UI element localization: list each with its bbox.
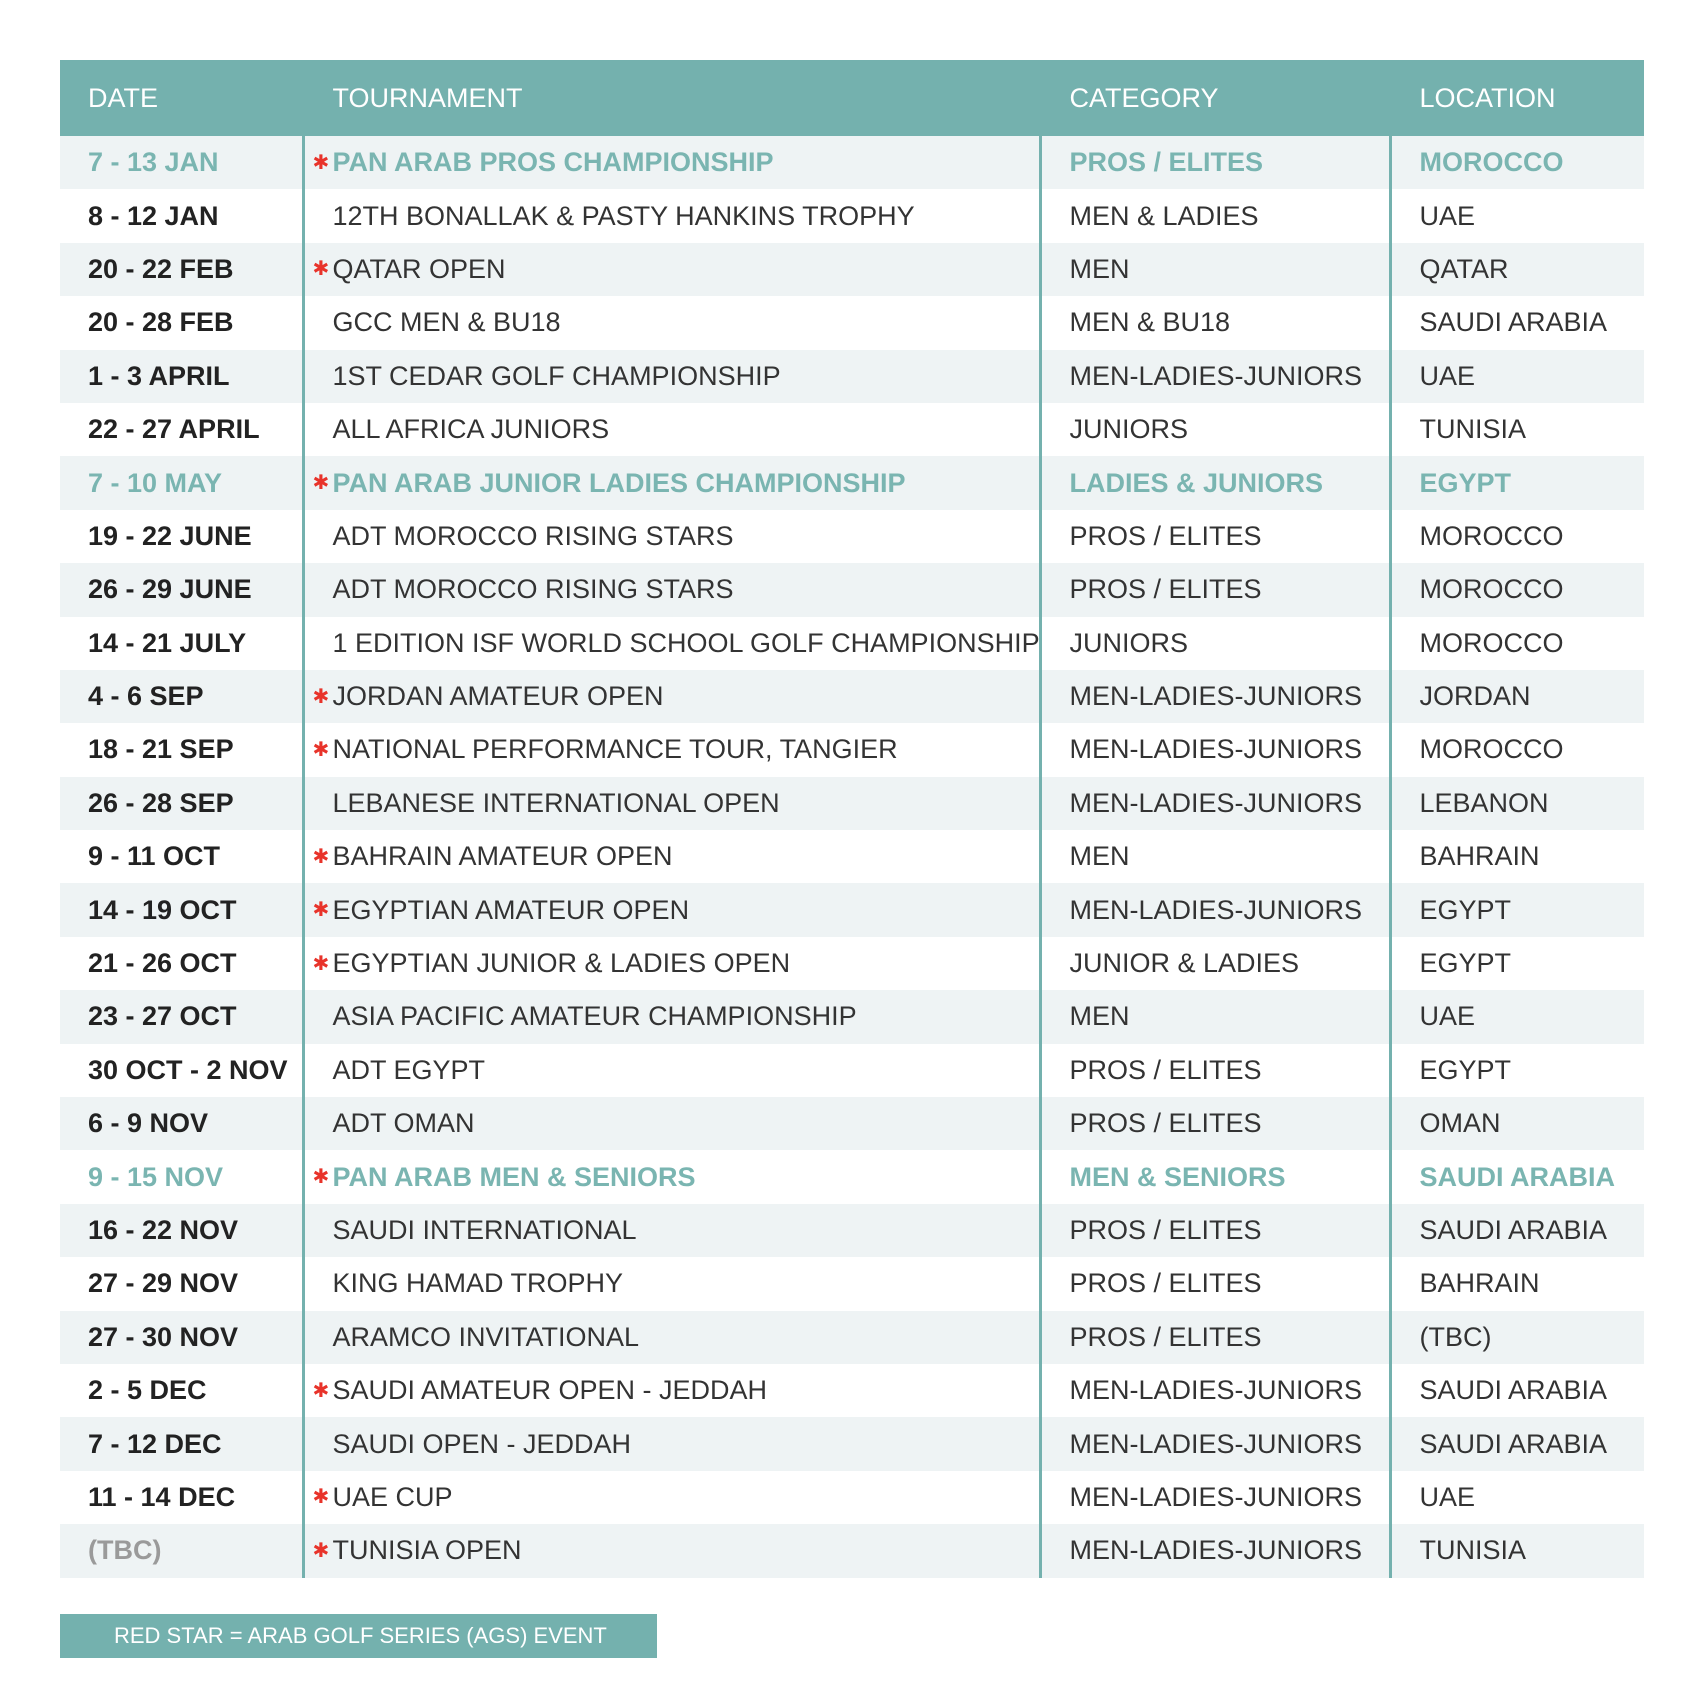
location-cell bbox=[1390, 456, 1644, 509]
location-cell bbox=[1390, 670, 1644, 723]
location-text: TUNISIA bbox=[1419, 1535, 1527, 1566]
tournament-text: EGYPTIAN AMATEUR OPEN bbox=[332, 894, 690, 925]
category-text: MEN-LADIES-JUNIORS bbox=[1069, 787, 1363, 818]
category-text: MEN-LADIES-JUNIORS bbox=[1069, 894, 1363, 925]
location-text: SAUDI ARABIA bbox=[1419, 1161, 1615, 1192]
date-cell bbox=[60, 670, 303, 723]
category-text: PROS / ELITES bbox=[1069, 1215, 1262, 1245]
tournament-cell bbox=[303, 1311, 1040, 1364]
location-text: OMAN bbox=[1419, 1108, 1501, 1139]
location-text: TUNISIA bbox=[1419, 414, 1527, 445]
date-text: 30 OCT - 2 NOV bbox=[88, 1054, 288, 1085]
location-cell bbox=[1390, 830, 1644, 883]
date-text: 14 - 21 JULY bbox=[88, 627, 247, 658]
location-cell bbox=[1390, 883, 1644, 936]
date-text: 23 - 27 OCT bbox=[88, 1001, 237, 1032]
category-cell bbox=[1040, 189, 1390, 242]
date-cell bbox=[60, 777, 303, 830]
tournament-text: ADT EGYPT bbox=[332, 1054, 486, 1085]
category-text: MEN-LADIES-JUNIORS bbox=[1069, 734, 1363, 765]
table-row bbox=[60, 243, 1644, 296]
category-text: MEN-LADIES-JUNIORS bbox=[1069, 1535, 1363, 1566]
category-text: MEN-LADIES-JUNIORS bbox=[1069, 681, 1363, 712]
tournament-cell bbox=[303, 136, 1040, 189]
category-cell bbox=[1040, 243, 1390, 296]
category-cell bbox=[1040, 456, 1390, 509]
location-text: (TBC) bbox=[1419, 1321, 1492, 1352]
category-cell bbox=[1040, 990, 1390, 1043]
date-text: 11 - 14 DEC bbox=[88, 1481, 236, 1512]
category-text: PROS / ELITES bbox=[1069, 520, 1262, 551]
category-text: MEN bbox=[1069, 253, 1130, 284]
ags-star-icon: ✱ bbox=[312, 1539, 330, 1562]
category-text: MEN-LADIES-JUNIORS bbox=[1069, 1428, 1363, 1459]
category-text: MEN-LADIES-JUNIORS bbox=[1069, 1481, 1363, 1512]
date-text: 16 - 22 NOV bbox=[88, 1215, 239, 1245]
location-text: MOROCCO bbox=[1419, 520, 1564, 551]
tournament-cell bbox=[303, 937, 1040, 990]
date-cell bbox=[60, 243, 303, 296]
location-text: SAUDI ARABIA bbox=[1419, 1375, 1608, 1406]
category-cell bbox=[1040, 937, 1390, 990]
tournament-text: ADT OMAN bbox=[332, 1108, 475, 1139]
date-cell bbox=[60, 1150, 303, 1203]
schedule-table bbox=[60, 60, 1644, 1578]
location-text: LEBANON bbox=[1419, 787, 1549, 818]
table-row bbox=[60, 456, 1644, 509]
table-row bbox=[60, 830, 1644, 883]
location-text: EGYPT bbox=[1419, 467, 1512, 498]
location-cell bbox=[1390, 1417, 1644, 1470]
category-cell bbox=[1040, 296, 1390, 349]
table-row bbox=[60, 136, 1644, 189]
date-cell bbox=[60, 723, 303, 776]
tournament-cell bbox=[303, 403, 1040, 456]
header-category: CATEGORY bbox=[1040, 60, 1390, 136]
location-text: EGYPT bbox=[1419, 894, 1512, 925]
category-cell bbox=[1040, 1097, 1390, 1150]
category-cell bbox=[1040, 350, 1390, 403]
tournament-text: LEBANESE INTERNATIONAL OPEN bbox=[332, 787, 780, 818]
category-text: MEN bbox=[1069, 1001, 1130, 1032]
date-text: 26 - 29 JUNE bbox=[88, 574, 252, 605]
location-cell bbox=[1390, 296, 1644, 349]
tournament-cell bbox=[303, 510, 1040, 563]
location-cell bbox=[1390, 937, 1644, 990]
date-text: 20 - 28 FEB bbox=[88, 307, 234, 338]
location-text: UAE bbox=[1419, 360, 1476, 391]
tournament-cell bbox=[303, 1524, 1040, 1577]
tournament-cell bbox=[303, 777, 1040, 830]
date-text: 19 - 22 JUNE bbox=[88, 520, 252, 551]
ags-star-icon: ✱ bbox=[312, 472, 330, 495]
location-text: SAUDI ARABIA bbox=[1419, 307, 1608, 338]
category-text: MEN & LADIES bbox=[1069, 200, 1259, 231]
tournament-cell bbox=[303, 990, 1040, 1043]
date-cell bbox=[60, 1524, 303, 1577]
table-row bbox=[60, 350, 1644, 403]
date-cell bbox=[60, 617, 303, 670]
tournament-text: JORDAN AMATEUR OPEN bbox=[332, 681, 664, 712]
tournament-text: 1 EDITION ISF WORLD SCHOOL GOLF CHAMPIONSHIP bbox=[332, 627, 1040, 658]
date-cell bbox=[60, 456, 303, 509]
tournament-cell bbox=[303, 563, 1040, 616]
location-cell bbox=[1390, 1097, 1644, 1150]
date-text: 9 - 11 OCT bbox=[88, 841, 221, 872]
table-row bbox=[60, 296, 1644, 349]
location-cell bbox=[1390, 1257, 1644, 1310]
location-cell bbox=[1390, 563, 1644, 616]
ags-star-icon: ✱ bbox=[312, 952, 330, 975]
category-cell bbox=[1040, 563, 1390, 616]
date-text: 4 - 6 SEP bbox=[88, 681, 204, 712]
tournament-text: PAN ARAB JUNIOR LADIES CHAMPIONSHIP bbox=[332, 467, 906, 498]
header-date: DATE bbox=[60, 60, 303, 136]
category-text: MEN & SENIORS bbox=[1069, 1161, 1286, 1192]
date-cell bbox=[60, 990, 303, 1043]
category-cell bbox=[1040, 670, 1390, 723]
location-cell bbox=[1390, 777, 1644, 830]
date-cell bbox=[60, 883, 303, 936]
tournament-text: SAUDI AMATEUR OPEN - JEDDAH bbox=[332, 1375, 768, 1406]
location-text: UAE bbox=[1419, 1481, 1476, 1512]
location-cell bbox=[1390, 1044, 1644, 1097]
date-text: 20 - 22 FEB bbox=[88, 253, 234, 284]
tournament-cell bbox=[303, 243, 1040, 296]
location-text: MOROCCO bbox=[1419, 574, 1564, 605]
tournament-cell bbox=[303, 350, 1040, 403]
date-text: 7 - 10 MAY bbox=[88, 467, 223, 498]
table-row bbox=[60, 189, 1644, 242]
location-text: BAHRAIN bbox=[1419, 1268, 1540, 1299]
table-row bbox=[60, 403, 1644, 456]
tournament-cell bbox=[303, 296, 1040, 349]
date-cell bbox=[60, 563, 303, 616]
category-text: PROS / ELITES bbox=[1069, 1321, 1262, 1352]
table-row bbox=[60, 1311, 1644, 1364]
tournament-text: ALL AFRICA JUNIORS bbox=[332, 414, 610, 445]
date-cell bbox=[60, 403, 303, 456]
table-row bbox=[60, 990, 1644, 1043]
date-cell bbox=[60, 1364, 303, 1417]
category-cell bbox=[1040, 1044, 1390, 1097]
category-cell bbox=[1040, 1524, 1390, 1577]
ags-star-icon: ✱ bbox=[312, 738, 330, 761]
category-cell bbox=[1040, 1364, 1390, 1417]
location-cell bbox=[1390, 990, 1644, 1043]
date-cell bbox=[60, 1257, 303, 1310]
tournament-cell bbox=[303, 723, 1040, 776]
tournament-cell bbox=[303, 1364, 1040, 1417]
tournament-text: SAUDI OPEN - JEDDAH bbox=[332, 1428, 632, 1459]
location-cell bbox=[1390, 136, 1644, 189]
table-row bbox=[60, 723, 1644, 776]
table-row bbox=[60, 1471, 1644, 1524]
location-text: EGYPT bbox=[1419, 1054, 1512, 1085]
table-row bbox=[60, 1097, 1644, 1150]
date-cell bbox=[60, 350, 303, 403]
location-text: BAHRAIN bbox=[1419, 841, 1540, 872]
date-text: 27 - 29 NOV bbox=[88, 1268, 239, 1299]
date-cell bbox=[60, 296, 303, 349]
category-cell bbox=[1040, 723, 1390, 776]
tournament-cell bbox=[303, 1471, 1040, 1524]
table-row bbox=[60, 777, 1644, 830]
date-text: 27 - 30 NOV bbox=[88, 1321, 239, 1352]
table-row bbox=[60, 937, 1644, 990]
date-text: 22 - 27 APRIL bbox=[88, 414, 260, 445]
table-row bbox=[60, 563, 1644, 616]
location-cell bbox=[1390, 1524, 1644, 1577]
category-cell bbox=[1040, 617, 1390, 670]
table-row bbox=[60, 1524, 1644, 1577]
date-text: 2 - 5 DEC bbox=[88, 1375, 207, 1406]
date-cell bbox=[60, 1044, 303, 1097]
location-cell bbox=[1390, 1364, 1644, 1417]
tournament-text: TUNISIA OPEN bbox=[332, 1535, 522, 1566]
tournament-text: GCC MEN & BU18 bbox=[332, 307, 561, 338]
location-text: UAE bbox=[1419, 1001, 1476, 1032]
category-text: JUNIORS bbox=[1069, 627, 1189, 658]
date-text: 6 - 9 NOV bbox=[88, 1108, 209, 1139]
date-text: 26 - 28 SEP bbox=[88, 787, 234, 818]
tournament-text: PAN ARAB PROS CHAMPIONSHIP bbox=[332, 147, 774, 178]
category-text: MEN-LADIES-JUNIORS bbox=[1069, 1375, 1363, 1406]
table-row bbox=[60, 510, 1644, 563]
location-cell bbox=[1390, 723, 1644, 776]
date-cell bbox=[60, 937, 303, 990]
tournament-text: PAN ARAB MEN & SENIORS bbox=[332, 1161, 696, 1192]
ags-star-icon: ✱ bbox=[312, 1486, 330, 1509]
category-cell bbox=[1040, 1204, 1390, 1257]
location-text: SAUDI ARABIA bbox=[1419, 1428, 1608, 1459]
category-cell bbox=[1040, 1257, 1390, 1310]
tournament-text: EGYPTIAN JUNIOR & LADIES OPEN bbox=[332, 948, 791, 979]
tournament-cell bbox=[303, 1097, 1040, 1150]
date-cell bbox=[60, 1204, 303, 1257]
date-cell bbox=[60, 136, 303, 189]
category-text: JUNIORS bbox=[1069, 414, 1189, 445]
tournament-cell bbox=[303, 883, 1040, 936]
table-row bbox=[60, 1150, 1644, 1203]
category-text: MEN & BU18 bbox=[1069, 307, 1231, 338]
date-cell bbox=[60, 1471, 303, 1524]
location-cell bbox=[1390, 1471, 1644, 1524]
date-cell bbox=[60, 1097, 303, 1150]
tournament-cell bbox=[303, 1044, 1040, 1097]
category-text: PROS / ELITES bbox=[1069, 1054, 1262, 1085]
tournament-text: ADT MOROCCO RISING STARS bbox=[332, 520, 734, 551]
ags-star-icon: ✱ bbox=[312, 1166, 330, 1189]
location-cell bbox=[1390, 189, 1644, 242]
category-text: MEN bbox=[1069, 841, 1130, 872]
date-cell bbox=[60, 1311, 303, 1364]
table-row bbox=[60, 1204, 1644, 1257]
tournament-cell bbox=[303, 456, 1040, 509]
location-text: MOROCCO bbox=[1419, 734, 1564, 765]
date-text: 14 - 19 OCT bbox=[88, 894, 237, 925]
tournament-text: NATIONAL PERFORMANCE TOUR, TANGIER bbox=[332, 734, 898, 765]
date-text: 21 - 26 OCT bbox=[88, 948, 237, 979]
tournament-text: SAUDI INTERNATIONAL bbox=[332, 1215, 637, 1245]
location-text: UAE bbox=[1419, 200, 1476, 231]
category-cell bbox=[1040, 1471, 1390, 1524]
category-cell bbox=[1040, 1150, 1390, 1203]
tournament-cell bbox=[303, 1204, 1040, 1257]
category-cell bbox=[1040, 883, 1390, 936]
date-text: 8 - 12 JAN bbox=[88, 200, 219, 231]
category-text: MEN-LADIES-JUNIORS bbox=[1069, 360, 1363, 391]
location-cell bbox=[1390, 510, 1644, 563]
category-text: PROS / ELITES bbox=[1069, 1268, 1262, 1299]
category-text: PROS / ELITES bbox=[1069, 147, 1264, 178]
category-text: PROS / ELITES bbox=[1069, 574, 1262, 605]
tournament-cell bbox=[303, 1417, 1040, 1470]
tournament-text: ASIA PACIFIC AMATEUR CHAMPIONSHIP bbox=[332, 1001, 857, 1032]
ags-star-icon: ✱ bbox=[312, 258, 330, 281]
tournament-text: ADT MOROCCO RISING STARS bbox=[332, 574, 734, 605]
date-text: (TBC) bbox=[88, 1535, 162, 1566]
table-row bbox=[60, 883, 1644, 936]
tournament-text: 1ST CEDAR GOLF CHAMPIONSHIP bbox=[332, 360, 781, 391]
table-row bbox=[60, 1417, 1644, 1470]
category-cell bbox=[1040, 136, 1390, 189]
header-tournament: TOURNAMENT bbox=[303, 60, 1040, 136]
ags-star-icon: ✱ bbox=[312, 685, 330, 708]
tournament-cell bbox=[303, 1257, 1040, 1310]
ags-star-icon: ✱ bbox=[312, 899, 330, 922]
date-text: 9 - 15 NOV bbox=[88, 1161, 224, 1192]
ags-star-icon: ✱ bbox=[312, 1379, 330, 1402]
category-text: JUNIOR & LADIES bbox=[1069, 948, 1300, 979]
location-cell bbox=[1390, 1150, 1644, 1203]
table-row bbox=[60, 1364, 1644, 1417]
location-cell bbox=[1390, 243, 1644, 296]
tournament-text: ARAMCO INVITATIONAL bbox=[332, 1321, 640, 1352]
legend-bar: RED STAR = ARAB GOLF SERIES (AGS) EVENT bbox=[60, 1614, 657, 1658]
category-text: PROS / ELITES bbox=[1069, 1108, 1262, 1139]
tournament-text: BAHRAIN AMATEUR OPEN bbox=[332, 841, 673, 872]
location-text: MOROCCO bbox=[1419, 627, 1564, 658]
table-row bbox=[60, 617, 1644, 670]
header-row bbox=[60, 60, 1644, 136]
category-cell bbox=[1040, 1311, 1390, 1364]
tournament-cell bbox=[303, 830, 1040, 883]
date-cell bbox=[60, 1417, 303, 1470]
tournament-cell bbox=[303, 670, 1040, 723]
location-text: QATAR bbox=[1419, 253, 1509, 284]
category-cell bbox=[1040, 830, 1390, 883]
date-text: 1 - 3 APRIL bbox=[88, 360, 230, 391]
category-cell bbox=[1040, 1417, 1390, 1470]
location-cell bbox=[1390, 403, 1644, 456]
category-cell bbox=[1040, 510, 1390, 563]
location-text: EGYPT bbox=[1419, 948, 1512, 979]
date-cell bbox=[60, 189, 303, 242]
header-location: LOCATION bbox=[1390, 60, 1644, 136]
table-row bbox=[60, 670, 1644, 723]
tournament-cell bbox=[303, 189, 1040, 242]
table-row bbox=[60, 1257, 1644, 1310]
tournament-text: KING HAMAD TROPHY bbox=[332, 1268, 624, 1299]
location-cell bbox=[1390, 1204, 1644, 1257]
category-cell bbox=[1040, 777, 1390, 830]
location-cell bbox=[1390, 617, 1644, 670]
date-text: 18 - 21 SEP bbox=[88, 734, 234, 765]
location-cell bbox=[1390, 350, 1644, 403]
date-text: 7 - 13 JAN bbox=[88, 147, 219, 178]
location-text: JORDAN bbox=[1419, 681, 1531, 712]
tournament-text: QATAR OPEN bbox=[332, 253, 506, 284]
date-cell bbox=[60, 510, 303, 563]
category-text: LADIES & JUNIORS bbox=[1069, 467, 1324, 498]
location-cell bbox=[1390, 1311, 1644, 1364]
ags-star-icon: ✱ bbox=[312, 151, 330, 174]
category-cell bbox=[1040, 403, 1390, 456]
tournament-text: UAE CUP bbox=[332, 1481, 453, 1512]
date-text: 7 - 12 DEC bbox=[88, 1428, 222, 1459]
location-text: SAUDI ARABIA bbox=[1419, 1215, 1608, 1245]
tournament-text: 12TH BONALLAK & PASTY HANKINS TROPHY bbox=[332, 200, 915, 231]
tournament-cell bbox=[303, 1150, 1040, 1203]
tournament-cell bbox=[303, 617, 1040, 670]
date-cell bbox=[60, 830, 303, 883]
ags-star-icon: ✱ bbox=[312, 845, 330, 868]
location-text: MOROCCO bbox=[1419, 147, 1564, 178]
table-row bbox=[60, 1044, 1644, 1097]
